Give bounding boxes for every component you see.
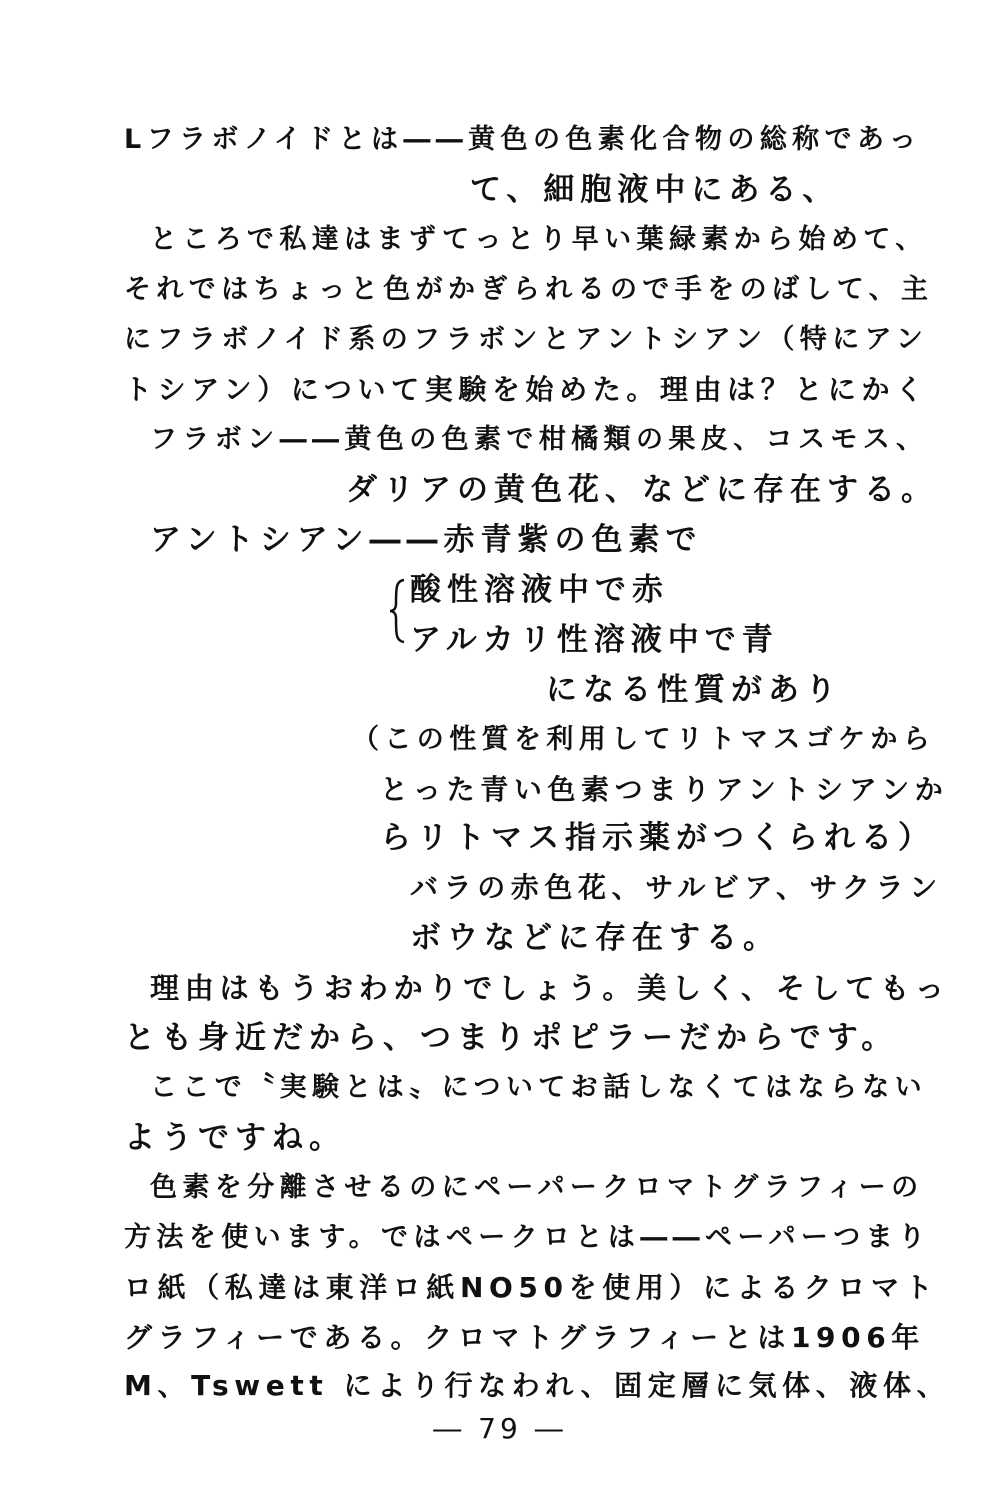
text-line-22: 色素を分離させるのにペーパークロマトグラフィーの — [150, 1172, 924, 1203]
text-line-18: 理由はもうおわかりでしょう。美しく、そしてもっ — [150, 971, 950, 1005]
text-line-5: にフラボノイド系のフラボンとアントシアン（特にアン — [124, 324, 929, 355]
text-line-24: ロ紙（私達は東洋ロ紙NO50を使用）によるクロマト — [124, 1271, 939, 1304]
text-line-25: グラフィーである。クロマトグラフィーとは1906年 — [124, 1321, 925, 1354]
text-line-3: ところで私達はまずてっとり早い葉緑素から始めて、 — [150, 224, 928, 255]
text-line-21: ようですね。 — [124, 1120, 346, 1156]
text-line-17: ボウなどに存在する。 — [410, 920, 780, 956]
text-line-14: とった青い色素つまりアントシアンか — [380, 773, 949, 806]
text-line-6: トシアン）について実験を始めた。理由は？とにかく — [124, 373, 929, 406]
text-line-7: フラボン――黄色の色素で柑橘類の果皮、コスモス、 — [150, 424, 929, 455]
page-number: ― 79 ― — [433, 1412, 567, 1445]
text-line-2: て、細胞液中にある、 — [470, 172, 840, 208]
text-line-4: それではちょっと色がかぎられるので手をのばして、主 — [124, 274, 934, 305]
text-line-26: M、Tswett により行なわれ、固定層に気体、液体、 — [124, 1369, 951, 1402]
text-line-20: ここで〝実験とは〟についてお話しなくてはならない — [150, 1072, 928, 1103]
text-line-8: ダリアの黄色花、などに存在する。 — [346, 472, 938, 508]
text-line-16: バラの赤色花、サルビア、サクラン — [410, 871, 943, 904]
text-line-11: アルカリ性溶液中で青 — [410, 622, 779, 658]
text-line-9: アントシアン――赤青紫の色素で — [150, 522, 703, 558]
text-line-23: 方法を使います。ではペークロとは――ペーパーつまり — [124, 1222, 931, 1253]
text-line-19: とも身近だから、つまりポピラーだからです。 — [124, 1020, 899, 1056]
text-line-10: 酸性溶液中で赤 — [410, 572, 669, 608]
text-line-13: （この性質を利用してリトマスゴケから — [352, 724, 936, 755]
curly-brace-icon — [388, 578, 406, 644]
text-line-1: Lフラボノイドとは――黄色の色素化合物の総称であっ — [124, 124, 922, 155]
text-line-15: らリトマス指示薬がつくられる） — [380, 820, 935, 856]
text-line-12: になる性質があり — [546, 672, 842, 708]
